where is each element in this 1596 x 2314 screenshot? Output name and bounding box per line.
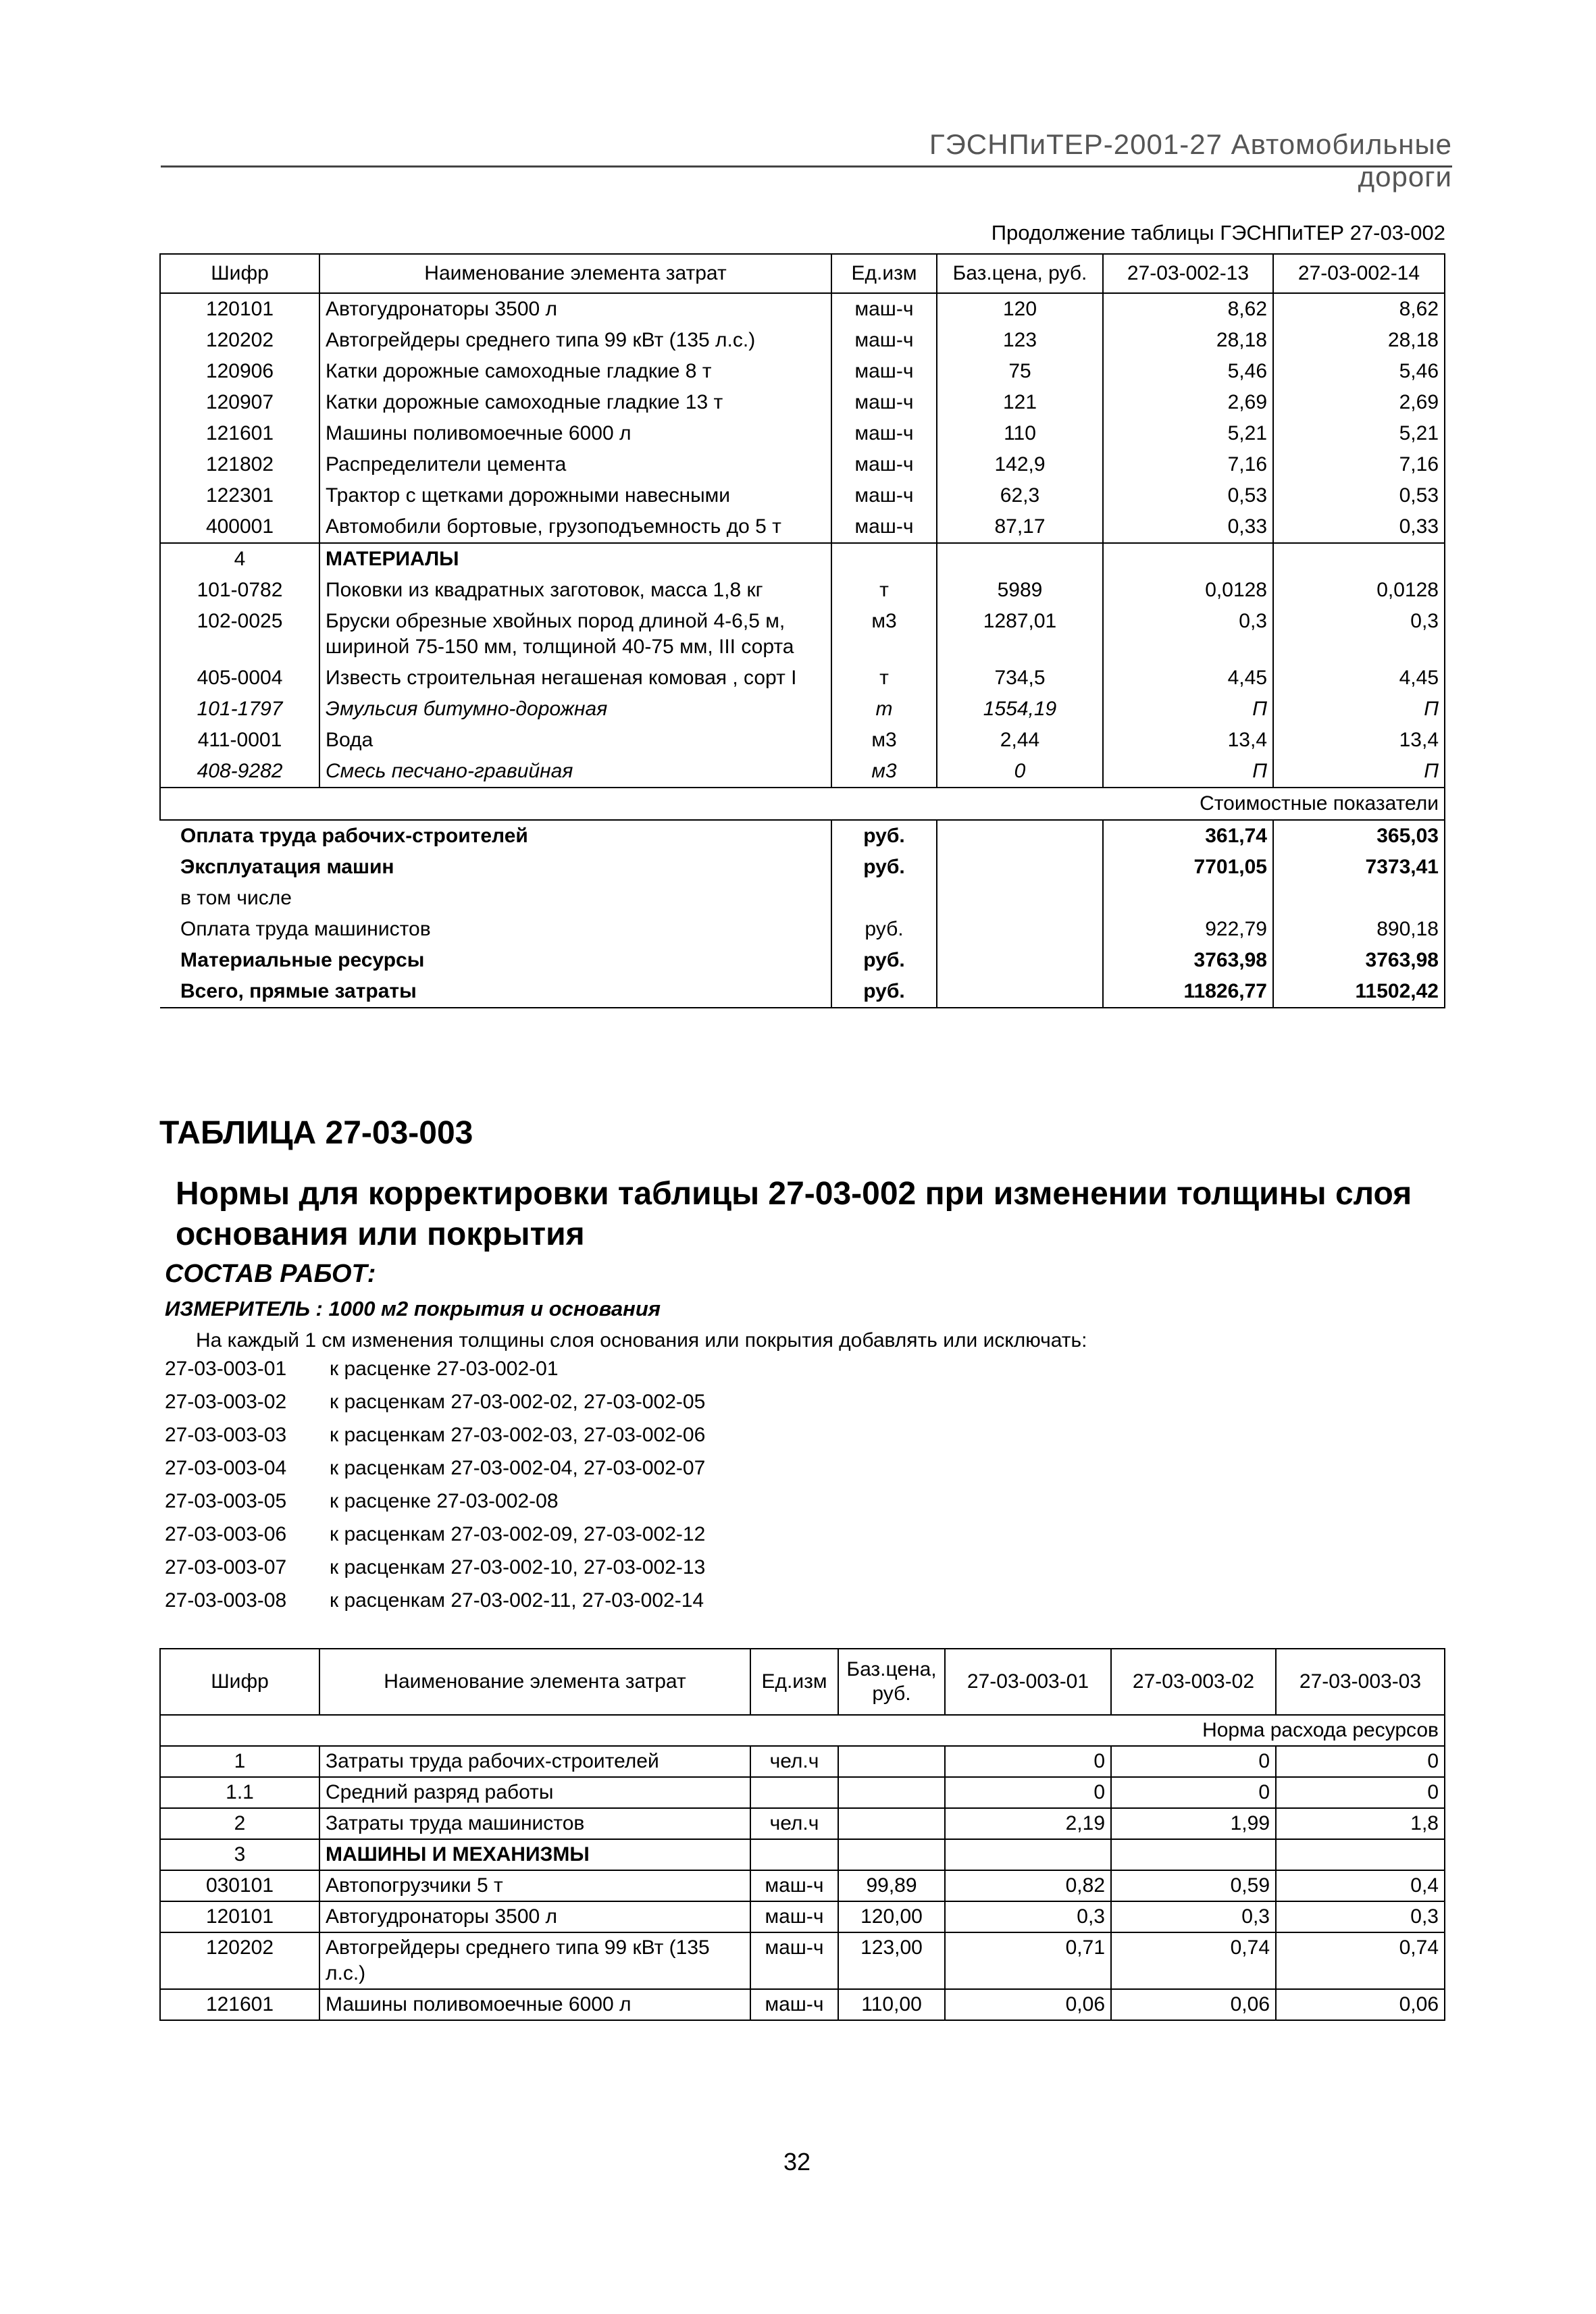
summary-value-13: 7701,05 [1103, 852, 1273, 883]
summary-label: Оплата труда машинистов [180, 918, 431, 940]
cell-value-01: 0 [945, 1746, 1111, 1777]
cell-price: 75 [937, 356, 1103, 387]
cell-value-03: 0,74 [1276, 1932, 1445, 1989]
empty-cell [1273, 543, 1445, 575]
rate-code-description: к расценкам 27-03-002-09, 27-03-002-12 [330, 1523, 706, 1545]
cell-unit: маш-ч [831, 480, 937, 511]
cell-name: Трактор с щетками дорожными навесными [319, 480, 831, 511]
cell-code: 411-0001 [160, 725, 319, 756]
resource-table-27-03-002 [159, 253, 1445, 1008]
cell-code: 400001 [160, 511, 319, 543]
cell-name: Бруски обрезные хвойных пород длиной 4-6,5 м, шириной 75-150 мм, толщиной 40-75 мм, III сорта [319, 606, 831, 663]
empty-cell [831, 543, 937, 575]
summary-unit: руб. [831, 914, 937, 945]
cell-value-13: 0,0128 [1103, 575, 1273, 606]
cell-unit: маш-ч [831, 356, 937, 387]
section-name: МАТЕРИАЛЫ [319, 543, 831, 575]
cell-name: Катки дорожные самоходные гладкие 8 т [319, 356, 831, 387]
table-row [160, 293, 1445, 325]
header-col-14: 27-03-002-14 [1273, 254, 1445, 293]
page-number: 32 [783, 2148, 811, 2176]
cell-price: 121 [937, 387, 1103, 418]
summary-value-14: 365,03 [1273, 820, 1445, 852]
cell-value-14: 5,46 [1273, 356, 1445, 387]
summary-row [160, 820, 1445, 852]
empty-cell [937, 914, 1103, 945]
cell-name: Автопогрузчики 5 т [319, 1870, 750, 1901]
cell-value-14: 4,45 [1273, 663, 1445, 694]
cell-value-14: 0,53 [1273, 480, 1445, 511]
cell-value-13: 5,46 [1103, 356, 1273, 387]
cell-unit: чел.ч [750, 1746, 838, 1777]
header-price: Баз.цена, руб. [838, 1649, 945, 1715]
cell-value-13: 7,16 [1103, 449, 1273, 480]
summary-value-13: 3763,98 [1103, 945, 1273, 976]
empty-cell [937, 945, 1103, 976]
table-row [160, 511, 1445, 543]
cell-value-13: П [1103, 756, 1273, 788]
section-code: 4 [160, 543, 319, 575]
cell-value-03: 0 [1276, 1777, 1445, 1808]
summary-value-14 [1273, 883, 1445, 914]
rate-code-description: к расценкам 27-03-002-10, 27-03-002-13 [330, 1556, 706, 1578]
cell-price: 120,00 [838, 1901, 945, 1932]
cell-value-14: 28,18 [1273, 325, 1445, 356]
cell-unit: маш-ч [831, 418, 937, 449]
cell-value-02: 0 [1111, 1746, 1276, 1777]
cell-code: 408-9282 [160, 756, 319, 788]
cell-name: Автогудронаторы 3500 л [319, 293, 831, 325]
header-col-01: 27-03-003-01 [945, 1649, 1111, 1715]
running-header: ГЭСНПиТЕР-2001-27 Автомобильные дороги [929, 128, 1452, 192]
header-name: Наименование элемента затрат [319, 254, 831, 293]
table-row [160, 418, 1445, 449]
cell-price: 0 [937, 756, 1103, 788]
cell-code: 121601 [160, 418, 319, 449]
cell-code: 120101 [160, 293, 319, 325]
table-header-row [160, 254, 1445, 293]
cell-price: 62,3 [937, 480, 1103, 511]
cell-code: 122301 [160, 480, 319, 511]
table-body [160, 1715, 1445, 2020]
section-row [160, 543, 1445, 575]
summary-unit: руб. [831, 852, 937, 883]
cell-unit: т [831, 663, 937, 694]
table-row [160, 1989, 1445, 2020]
cell-value-13: 8,62 [1103, 293, 1273, 325]
rate-code: 27-03-003-07 [165, 1556, 287, 1578]
cell-name: Затраты труда машинистов [319, 1808, 750, 1839]
table-continuation-caption: Продолжение таблицы ГЭСНПиТЕР 27-03-002 [991, 221, 1445, 245]
rate-code-description: к расценкам 27-03-002-03, 27-03-002-06 [330, 1424, 706, 1446]
header-divider [161, 165, 1452, 168]
header-code: Шифр [160, 254, 319, 293]
cell-unit: маш-ч [831, 325, 937, 356]
cell-name: Вода [319, 725, 831, 756]
cell-price: 5989 [937, 575, 1103, 606]
cell-unit: чел.ч [750, 1808, 838, 1839]
cell-price: 87,17 [937, 511, 1103, 543]
summary-value-14: 3763,98 [1273, 945, 1445, 976]
header-price: Баз.цена, руб. [937, 254, 1103, 293]
cell-value-14: 8,62 [1273, 293, 1445, 325]
cell-name: Машины поливомоечные 6000 л [319, 1989, 750, 2020]
header-col-02: 27-03-003-02 [1111, 1649, 1276, 1715]
header-unit: Ед.изм [831, 254, 937, 293]
cell-code: 1.1 [160, 1777, 319, 1808]
cell-value-13: 0,3 [1103, 606, 1273, 663]
header-col-03: 27-03-003-03 [1276, 1649, 1445, 1715]
cell-code: 120101 [160, 1901, 319, 1932]
cell-name: Эмульсия битумно-дорожная [319, 694, 831, 725]
summary-value-14: 7373,41 [1273, 852, 1445, 883]
table-body [160, 293, 1445, 1008]
summary-row [160, 883, 1445, 914]
cost-indicators-row [160, 788, 1445, 820]
cell-name: Катки дорожные самоходные гладкие 13 т [319, 387, 831, 418]
table-row [160, 1901, 1445, 1932]
cell-value-13: 13,4 [1103, 725, 1273, 756]
cell-value-14: 7,16 [1273, 449, 1445, 480]
table-row [160, 1777, 1445, 1808]
cell-value-14: 0,0128 [1273, 575, 1445, 606]
cell-price: 2,44 [937, 725, 1103, 756]
cell-value-01: 0,82 [945, 1870, 1111, 1901]
cell-name: Средний разряд работы [319, 1777, 750, 1808]
summary-value-13: 361,74 [1103, 820, 1273, 852]
cell-unit: маш-ч [750, 1870, 838, 1901]
cell-name: Автогрейдеры среднего типа 99 кВт (135 л.с.) [319, 1932, 750, 1989]
empty-cell [937, 820, 1103, 852]
cell-value-03: 0 [1276, 1746, 1445, 1777]
cell-unit: м3 [831, 606, 937, 663]
cell-value-03: 1,8 [1276, 1808, 1445, 1839]
cell-price: 123 [937, 325, 1103, 356]
rate-code: 27-03-003-02 [165, 1391, 287, 1413]
cell-code: 030101 [160, 1870, 319, 1901]
cell-value-14: 2,69 [1273, 387, 1445, 418]
cell-value-13: 2,69 [1103, 387, 1273, 418]
table-row [160, 480, 1445, 511]
table-header-row [160, 1649, 1445, 1715]
cell-value-03: 0,06 [1276, 1989, 1445, 2020]
cell-value-02: 0 [1111, 1777, 1276, 1808]
table-row [160, 356, 1445, 387]
cell-value-01: 0,06 [945, 1989, 1111, 2020]
summary-value-13: 922,79 [1103, 914, 1273, 945]
summary-label: в том числе [180, 887, 292, 909]
cell-value-13: П [1103, 694, 1273, 725]
cell-value-14: П [1273, 756, 1445, 788]
cell-name: Поковки из квадратных заготовок, масса 1,8 кг [319, 575, 831, 606]
summary-unit [831, 883, 937, 914]
cell-code: 1 [160, 1746, 319, 1777]
cell-unit: т [831, 575, 937, 606]
cell-code: 101-0782 [160, 575, 319, 606]
cell-unit: маш-ч [750, 1901, 838, 1932]
cell-unit: т [831, 694, 937, 725]
cell-unit: маш-ч [750, 1932, 838, 1989]
cell-value-01: 0,71 [945, 1932, 1111, 1989]
table-row [160, 575, 1445, 606]
summary-row [160, 945, 1445, 976]
header-name: Наименование элемента затрат [319, 1649, 750, 1715]
table-row [160, 663, 1445, 694]
summary-label: Эксплуатация машин [180, 856, 394, 878]
cell-price [838, 1839, 945, 1870]
table-row [160, 1746, 1445, 1777]
table-row [160, 387, 1445, 418]
cell-price: 110 [937, 418, 1103, 449]
cell-code: 2 [160, 1808, 319, 1839]
table-row [160, 1808, 1445, 1839]
cell-value-02: 0,06 [1111, 1989, 1276, 2020]
cell-price [838, 1746, 945, 1777]
section-table-title: ТАБЛИЦА 27-03-003 [159, 1115, 473, 1151]
rate-code-description: к расценке 27-03-002-01 [330, 1358, 559, 1380]
cell-price: 734,5 [937, 663, 1103, 694]
empty-cell [937, 976, 1103, 1008]
summary-unit: руб. [831, 820, 937, 852]
cell-name: МАШИНЫ И МЕХАНИЗМЫ [319, 1839, 750, 1870]
cell-value-14: 0,33 [1273, 511, 1445, 543]
cell-name: Машины поливомоечные 6000 л [319, 418, 831, 449]
cell-value-14: 5,21 [1273, 418, 1445, 449]
measure-unit-line: ИЗМЕРИТЕЛЬ : 1000 м2 покрытия и основания [165, 1297, 661, 1320]
table-row [160, 725, 1445, 756]
cell-code: 120202 [160, 325, 319, 356]
summary-row [160, 914, 1445, 945]
rate-code-description: к расценкам 27-03-002-04, 27-03-002-07 [330, 1457, 706, 1479]
cell-code: 121601 [160, 1989, 319, 2020]
empty-cell [937, 852, 1103, 883]
cell-unit: маш-ч [831, 293, 937, 325]
cell-value-02: 1,99 [1111, 1808, 1276, 1839]
rate-code: 27-03-003-04 [165, 1457, 287, 1479]
summary-label: Оплата труда рабочих-строителей [180, 825, 528, 847]
cell-name: Распределители цемента [319, 449, 831, 480]
header-col-13: 27-03-002-13 [1103, 254, 1273, 293]
cell-code: 101-1797 [160, 694, 319, 725]
cell-price: 1554,19 [937, 694, 1103, 725]
summary-label: Материальные ресурсы [180, 949, 425, 971]
table-row [160, 1839, 1445, 1870]
cell-price: 142,9 [937, 449, 1103, 480]
table-row [160, 606, 1445, 663]
empty-cell [1103, 543, 1273, 575]
cell-value-03 [1276, 1839, 1445, 1870]
cell-value-02: 0,59 [1111, 1870, 1276, 1901]
rate-code: 27-03-003-03 [165, 1424, 287, 1446]
cell-unit: маш-ч [750, 1989, 838, 2020]
summary-value-14: 890,18 [1273, 914, 1445, 945]
cell-unit: м3 [831, 756, 937, 788]
summary-unit: руб. [831, 945, 937, 976]
empty-cell [937, 543, 1103, 575]
cell-price: 1287,01 [937, 606, 1103, 663]
norm-label: Норма расхода ресурсов [160, 1715, 1445, 1746]
cell-name: Автомобили бортовые, грузоподъемность до 5 т [319, 511, 831, 543]
cell-unit [750, 1839, 838, 1870]
rate-code: 27-03-003-06 [165, 1523, 287, 1545]
cell-unit: маш-ч [831, 449, 937, 480]
table-row [160, 449, 1445, 480]
cell-code: 120907 [160, 387, 319, 418]
cell-code: 120202 [160, 1932, 319, 1989]
summary-value-14: 11502,42 [1273, 976, 1445, 1008]
cell-unit: м3 [831, 725, 937, 756]
header-unit: Ед.изм [750, 1649, 838, 1715]
summary-value-13: 11826,77 [1103, 976, 1273, 1008]
cell-code: 120906 [160, 356, 319, 387]
cell-value-01: 2,19 [945, 1808, 1111, 1839]
cell-value-14: 13,4 [1273, 725, 1445, 756]
cell-price: 99,89 [838, 1870, 945, 1901]
cell-value-01: 0 [945, 1777, 1111, 1808]
cell-value-13: 0,53 [1103, 480, 1273, 511]
cell-code: 102-0025 [160, 606, 319, 663]
cell-name: Смесь песчано-гравийная [319, 756, 831, 788]
cell-value-13: 28,18 [1103, 325, 1273, 356]
cell-code: 121802 [160, 449, 319, 480]
cell-value-13: 4,45 [1103, 663, 1273, 694]
table-row [160, 325, 1445, 356]
rate-code: 27-03-003-01 [165, 1358, 287, 1380]
cell-value-13: 5,21 [1103, 418, 1273, 449]
cell-price: 110,00 [838, 1989, 945, 2020]
cell-code: 405-0004 [160, 663, 319, 694]
cost-indicators-label: Стоимостные показатели [160, 788, 1445, 820]
cell-name: Затраты труда рабочих-строителей [319, 1746, 750, 1777]
rate-code-description: к расценкам 27-03-002-11, 27-03-002-14 [330, 1589, 704, 1612]
cell-value-03: 0,4 [1276, 1870, 1445, 1901]
cell-value-01: 0,3 [945, 1901, 1111, 1932]
cell-value-14: 0,3 [1273, 606, 1445, 663]
cell-value-02: 0,3 [1111, 1901, 1276, 1932]
cell-price: 123,00 [838, 1932, 945, 1989]
cell-name: Автогудронаторы 3500 л [319, 1901, 750, 1932]
cell-value-02: 0,74 [1111, 1932, 1276, 1989]
cell-unit: маш-ч [831, 511, 937, 543]
cell-value-01 [945, 1839, 1111, 1870]
summary-row [160, 976, 1445, 1008]
table-row [160, 1870, 1445, 1901]
cell-code: 3 [160, 1839, 319, 1870]
cell-unit [750, 1777, 838, 1808]
rate-code-description: к расценке 27-03-002-08 [330, 1490, 559, 1512]
resource-table-27-03-003 [159, 1648, 1445, 2021]
table-row [160, 756, 1445, 788]
table-row [160, 694, 1445, 725]
table-row [160, 1932, 1445, 1989]
summary-value-13 [1103, 883, 1273, 914]
rate-code-description: к расценкам 27-03-002-02, 27-03-002-05 [330, 1391, 706, 1413]
header-code: Шифр [160, 1649, 319, 1715]
cell-price: 120 [937, 293, 1103, 325]
work-composition-title: СОСТАВ РАБОТ: [165, 1260, 376, 1288]
norm-label-row [160, 1715, 1445, 1746]
summary-label: Всего, прямые затраты [160, 976, 831, 1008]
section-norms-title: Нормы для корректировки таблицы 27-03-002 при изменении толщины слоя основания или покрытия [176, 1176, 1412, 1252]
cell-name: Известь строительная негашеная комовая , сорт I [319, 663, 831, 694]
cell-unit: маш-ч [831, 387, 937, 418]
summary-row [160, 852, 1445, 883]
cell-price [838, 1808, 945, 1839]
empty-cell [937, 883, 1103, 914]
rate-code: 27-03-003-05 [165, 1490, 287, 1512]
cell-value-02 [1111, 1839, 1276, 1870]
summary-unit: руб. [831, 976, 937, 1008]
cell-price [838, 1777, 945, 1808]
cell-value-14: П [1273, 694, 1445, 725]
cell-value-03: 0,3 [1276, 1901, 1445, 1932]
adjustment-intro: На каждый 1 см изменения толщины слоя основания или покрытия добавлять или исключать: [196, 1329, 1087, 1352]
cell-value-13: 0,33 [1103, 511, 1273, 543]
cell-name: Автогрейдеры среднего типа 99 кВт (135 л.с.) [319, 325, 831, 356]
rate-code: 27-03-003-08 [165, 1589, 287, 1612]
